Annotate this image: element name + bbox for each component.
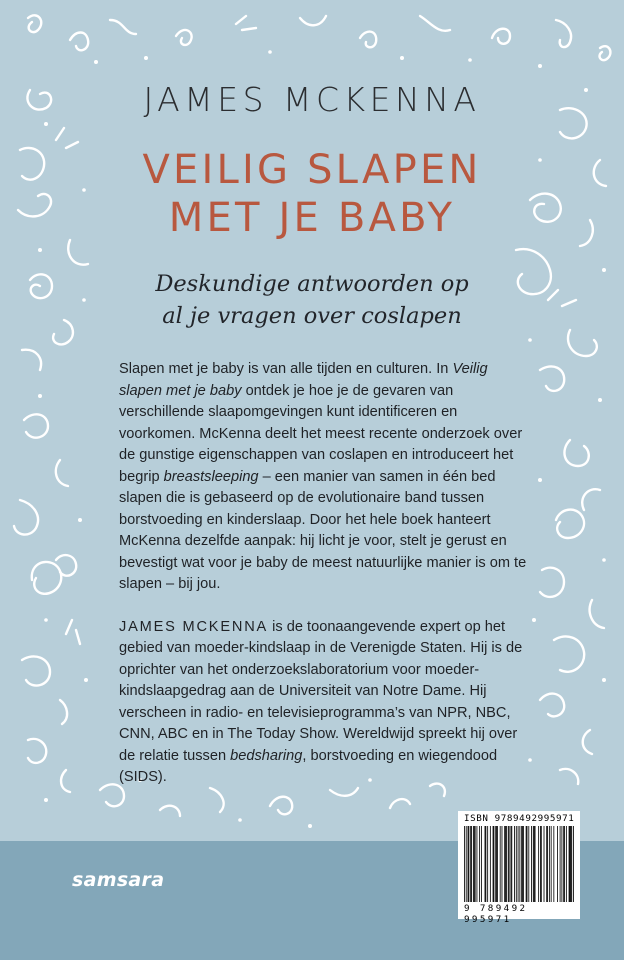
barcode-bar: [504, 826, 505, 902]
barcode-bar: [481, 826, 482, 902]
barcode-bar: [506, 826, 507, 902]
text-run: is de toonaangevende expert op het gebied van moeder-kindslaap in de Verenigde Staten. Hij is de oprichter van het onderzoekslaboratorium voor moeder-kindslaapgedrag aan de Universiteit van Notre Dame. Hij verscheen in radio- en televisieprogramma’s van NPR, NBC, CNN, ABC en in The Today Show. Wereldwijd spreekt hij over de relatie tussen: [119, 618, 523, 764]
barcode-bar: [474, 826, 475, 902]
barcode-bar: [496, 826, 497, 902]
barcode-bar: [549, 826, 550, 902]
barcode-bar: [563, 826, 564, 902]
barcode-bar: [570, 826, 571, 902]
barcode-bar: [521, 826, 522, 902]
barcode-bar: [540, 826, 541, 902]
barcode-bar: [471, 826, 472, 902]
barcode-bar: [560, 826, 561, 902]
book-title-line-1: VEILIG SLAPEN: [142, 147, 482, 193]
barcode-bar: [522, 826, 523, 902]
barcode-bar: [470, 826, 471, 902]
barcode-bar: [569, 826, 570, 902]
barcode-bar: [466, 826, 467, 902]
barcode-bar: [490, 826, 491, 902]
barcode-bar: [546, 826, 547, 902]
barcode-bar: [464, 826, 465, 902]
barcode-bar: [477, 826, 478, 902]
barcode-digits: 9 789492 995971: [464, 903, 528, 925]
barcode-bar: [516, 826, 517, 902]
author-name: JAMES MCKENNA: [143, 80, 481, 119]
italic-book-title: Veilig slapen met je baby: [119, 361, 488, 399]
text-run: , borstvoeding en wiegendood (SIDS).: [119, 747, 498, 785]
barcode-bar: [573, 826, 574, 902]
barcode-bar: [495, 826, 496, 902]
barcode-bar: [519, 826, 520, 902]
barcode-bar: [500, 826, 501, 902]
barcode-bar: [502, 826, 503, 902]
isbn-label: ISBN 9789492995971: [464, 813, 575, 824]
text-run: – een manier van samen in één bed slapen die is gebaseerd op de evolutionaire band tussen borstvoeding en kinderslaap. Door het hele boek hanteert McKenna dezelfde aanpak: hij licht je voor, stelt je gerust en bevestigt wat voor je baby de meest natuurlijke manier is om te slapen – bij jou.: [119, 468, 527, 592]
subtitle-line-2: al je vragen over coslapen: [162, 303, 462, 329]
barcode-bar: [531, 826, 532, 902]
barcode-bar: [497, 826, 498, 902]
barcode-bar: [570, 826, 571, 902]
barcode-bar: [528, 826, 529, 902]
subtitle-line-1: Deskundige antwoorden op: [155, 271, 469, 297]
barcode-bar: [518, 826, 519, 902]
barcode-bar: [468, 826, 469, 902]
barcode-bar: [553, 826, 554, 902]
barcode-bar: [534, 826, 535, 902]
barcode-bar: [514, 826, 515, 902]
barcode-bar: [547, 826, 548, 902]
italic-term: bedsharing: [230, 747, 303, 764]
barcode-bar: [561, 826, 562, 902]
publisher-logo: samsara: [72, 869, 165, 891]
barcode-bar: [527, 826, 528, 902]
author-name-inline: JAMES MCKENNA: [119, 618, 269, 635]
text-run: ontdek je hoe je de gevaren van verschillende slaapomgevingen kunt identificeren en voorkomen. McKenna deelt het meest recente onderzoek over de gunstige eigenschappen van coslapen en introduceert het begrip: [119, 382, 523, 485]
author-bio-paragraph: [119, 617, 529, 789]
barcode-bar: [505, 826, 506, 902]
text-run: Slapen met je baby is van alle tijden en culturen. In: [119, 361, 453, 377]
barcode-bar: [485, 826, 486, 902]
book-description-paragraph: [119, 359, 529, 596]
book-title-line-2: MET JE BABY: [168, 195, 456, 241]
barcode-bar: [487, 826, 488, 902]
barcode-bar: [551, 826, 552, 902]
isbn-barcode: [458, 811, 580, 925]
barcode-bar: [538, 826, 539, 902]
italic-term: breastsleeping: [163, 468, 259, 485]
barcode-bar: [544, 826, 545, 902]
barcode-bar: [468, 826, 469, 902]
blurb: [119, 359, 529, 810]
barcode-bar: [557, 826, 558, 902]
barcode-bar: [526, 826, 527, 902]
barcode-bar: [511, 826, 512, 902]
barcode-bar: [571, 826, 572, 902]
barcode-bar: [564, 826, 565, 902]
barcode-bar: [493, 826, 494, 902]
barcode-bar: [509, 826, 510, 902]
barcode-bar: [511, 826, 512, 902]
barcode-bar: [494, 826, 495, 902]
barcode-bar: [508, 826, 509, 902]
barcode-bars: [464, 826, 574, 902]
barcode-bar: [485, 826, 486, 902]
barcode-bar: [541, 826, 542, 902]
barcode-bar: [523, 826, 524, 902]
barcode-bar: [566, 826, 567, 902]
barcode-bar: [475, 826, 476, 902]
barcode-bar: [473, 826, 474, 902]
barcode-bar: [479, 826, 480, 902]
barcode-bar: [533, 826, 534, 902]
barcode-bar: [535, 826, 536, 902]
